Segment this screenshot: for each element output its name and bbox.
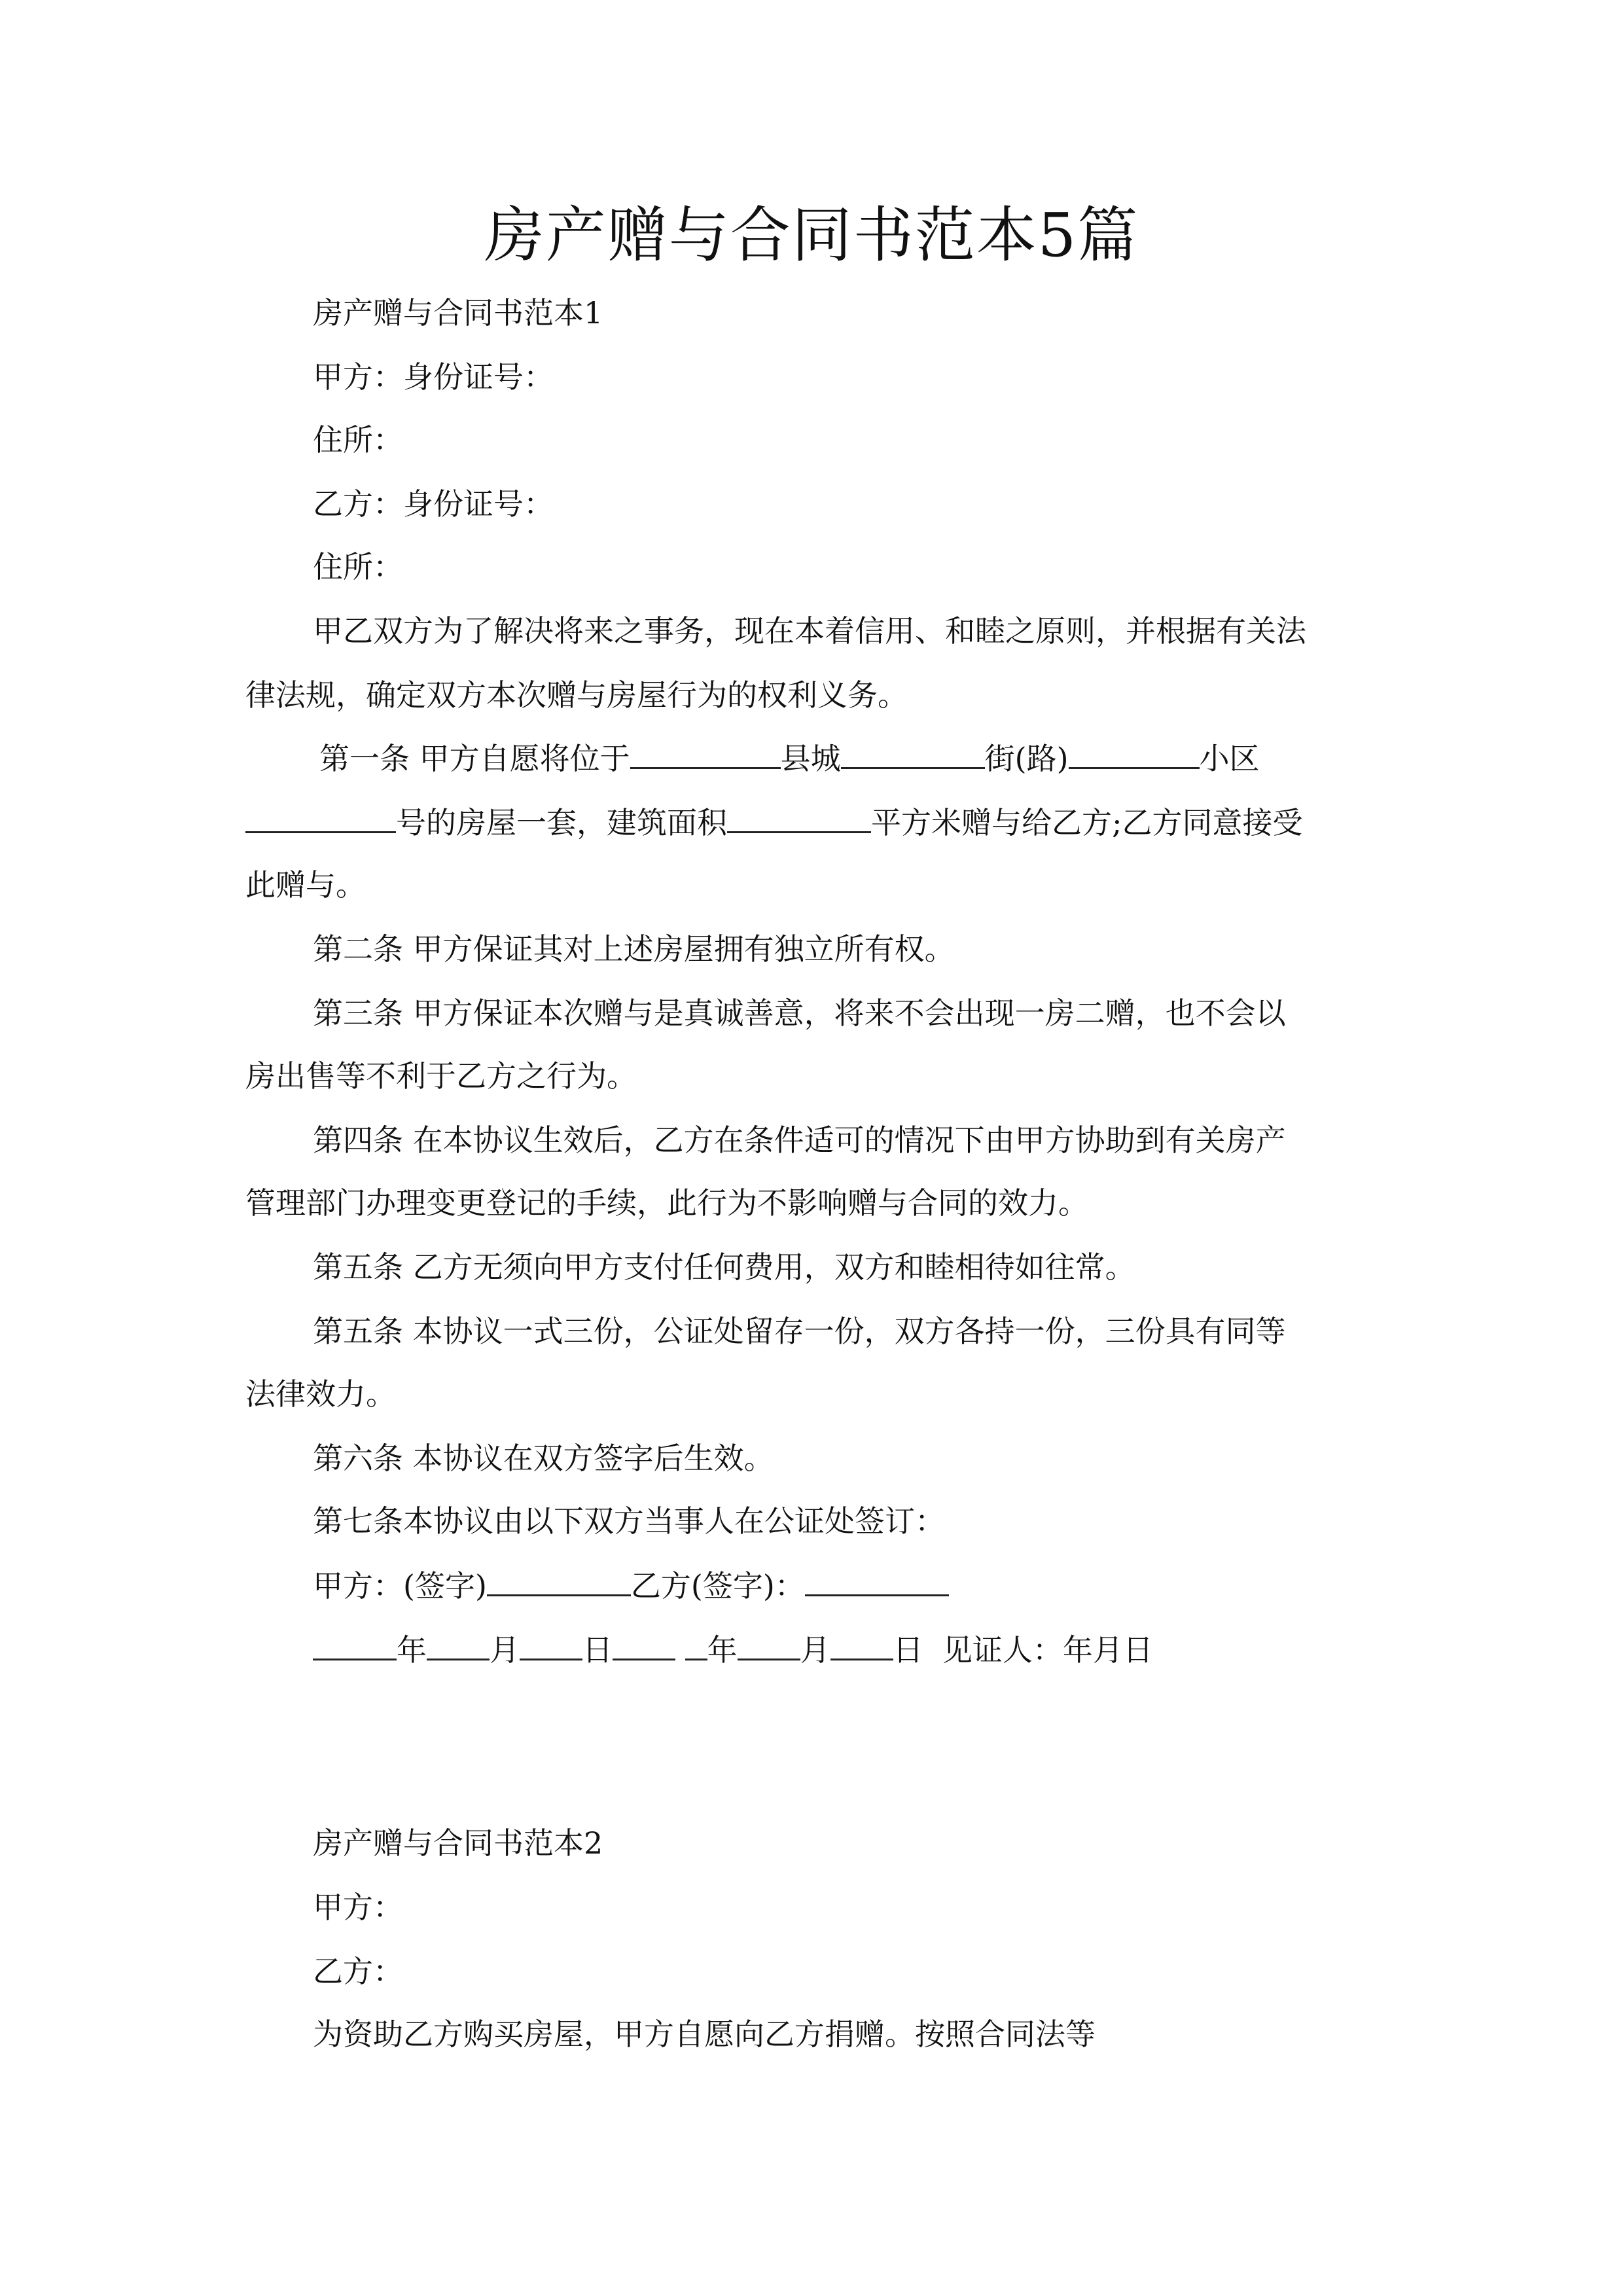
article-1-line-3: 此赠与。: [245, 867, 366, 903]
blank-field: [841, 738, 985, 769]
article-1-community: 小区: [1199, 741, 1260, 776]
blank-field: [613, 1630, 675, 1660]
blank-field: [685, 1630, 707, 1660]
witness-label: 见证人：年月日: [942, 1632, 1153, 1668]
article-6: 第六条 本协议在双方签字后生效。: [313, 1441, 774, 1476]
party-a-line: 甲方：身份证号：: [313, 359, 554, 395]
preamble-line-2: 律法规，确定双方本次赠与房屋行为的权利义务。: [245, 677, 908, 713]
article-7: 第七条本协议由以下双方当事人在公证处签订：: [313, 1503, 945, 1539]
article-5a: 第五条 乙方无须向甲方支付任何费用，双方和睦相待如往常。: [313, 1249, 1135, 1285]
party-b-address: 住所：: [313, 549, 403, 584]
date-day-a: 日: [582, 1632, 613, 1668]
date-month-a: 月: [490, 1632, 520, 1668]
signature-blank-a: [487, 1566, 631, 1596]
article-5b-line-1: 第五条 本协议一式三份，公证处留存一份，双方各持一份，三份具有同等: [313, 1314, 1286, 1349]
blank-field: [738, 1630, 800, 1660]
article-1-line-2: [245, 802, 1303, 842]
blank-field: [727, 802, 871, 833]
article-1-prefix: 第一条 甲方自愿将位于: [319, 741, 630, 776]
article-1-county: 县城: [780, 741, 841, 776]
date-month-b: 月: [800, 1632, 830, 1668]
signature-party-b: 乙方(签字)：: [630, 1568, 805, 1604]
blank-field: [1069, 738, 1200, 769]
date-line: [313, 1630, 1153, 1670]
section-heading-2: 房产赠与合同书范本2: [313, 1825, 603, 1861]
article-4-line-1: 第四条 在本协议生效后，乙方在条件适可的情况下由甲方协助到有关房产: [313, 1122, 1286, 1158]
article-1-area: 平方米赠与给乙方;乙方同意接受: [871, 805, 1303, 840]
section-2-intro: 为资助乙方购买房屋，甲方自愿向乙方捐赠。按照合同法等: [313, 2017, 1096, 2052]
blank-field: [427, 1630, 490, 1660]
blank-field: [830, 1630, 893, 1660]
section-2-party-a: 甲方：: [313, 1890, 403, 1925]
article-1-street: 街(路): [984, 741, 1069, 776]
document-title: 房产赠与合同书范本5篇: [484, 200, 1139, 270]
blank-field: [520, 1630, 582, 1660]
article-1-line-1: [319, 738, 1260, 778]
article-3-line-2: 房出售等不利于乙方之行为。: [245, 1058, 637, 1094]
section-2-party-b: 乙方：: [313, 1954, 403, 1989]
blank-field: [245, 802, 396, 833]
blank-field: [630, 738, 781, 769]
article-3-line-1: 第三条 甲方保证本次赠与是真诚善意，将来不会出现一房二赠，也不会以: [313, 996, 1286, 1031]
date-day-b: 日: [893, 1632, 923, 1668]
date-year-b: 年: [707, 1632, 738, 1668]
section-heading-1: 房产赠与合同书范本1: [313, 295, 603, 331]
signature-blank-b: [805, 1566, 949, 1596]
date-year-a: 年: [397, 1632, 427, 1668]
party-a-address: 住所：: [313, 422, 403, 457]
signature-party-a: 甲方：(签字): [313, 1568, 487, 1604]
preamble-line-1: 甲乙双方为了解决将来之事务，现在本着信用、和睦之原则，并根据有关法: [313, 613, 1306, 649]
party-b-line: 乙方：身份证号：: [313, 486, 554, 522]
signature-line: [313, 1566, 949, 1605]
article-5b-line-2: 法律效力。: [245, 1376, 396, 1412]
article-4-line-2: 管理部门办理变更登记的手续，此行为不影响赠与合同的效力。: [245, 1185, 1088, 1221]
article-1-number: 号的房屋一套，建筑面积: [396, 805, 727, 840]
article-2: 第二条 甲方保证其对上述房屋拥有独立所有权。: [313, 931, 955, 967]
blank-field: [313, 1630, 397, 1660]
